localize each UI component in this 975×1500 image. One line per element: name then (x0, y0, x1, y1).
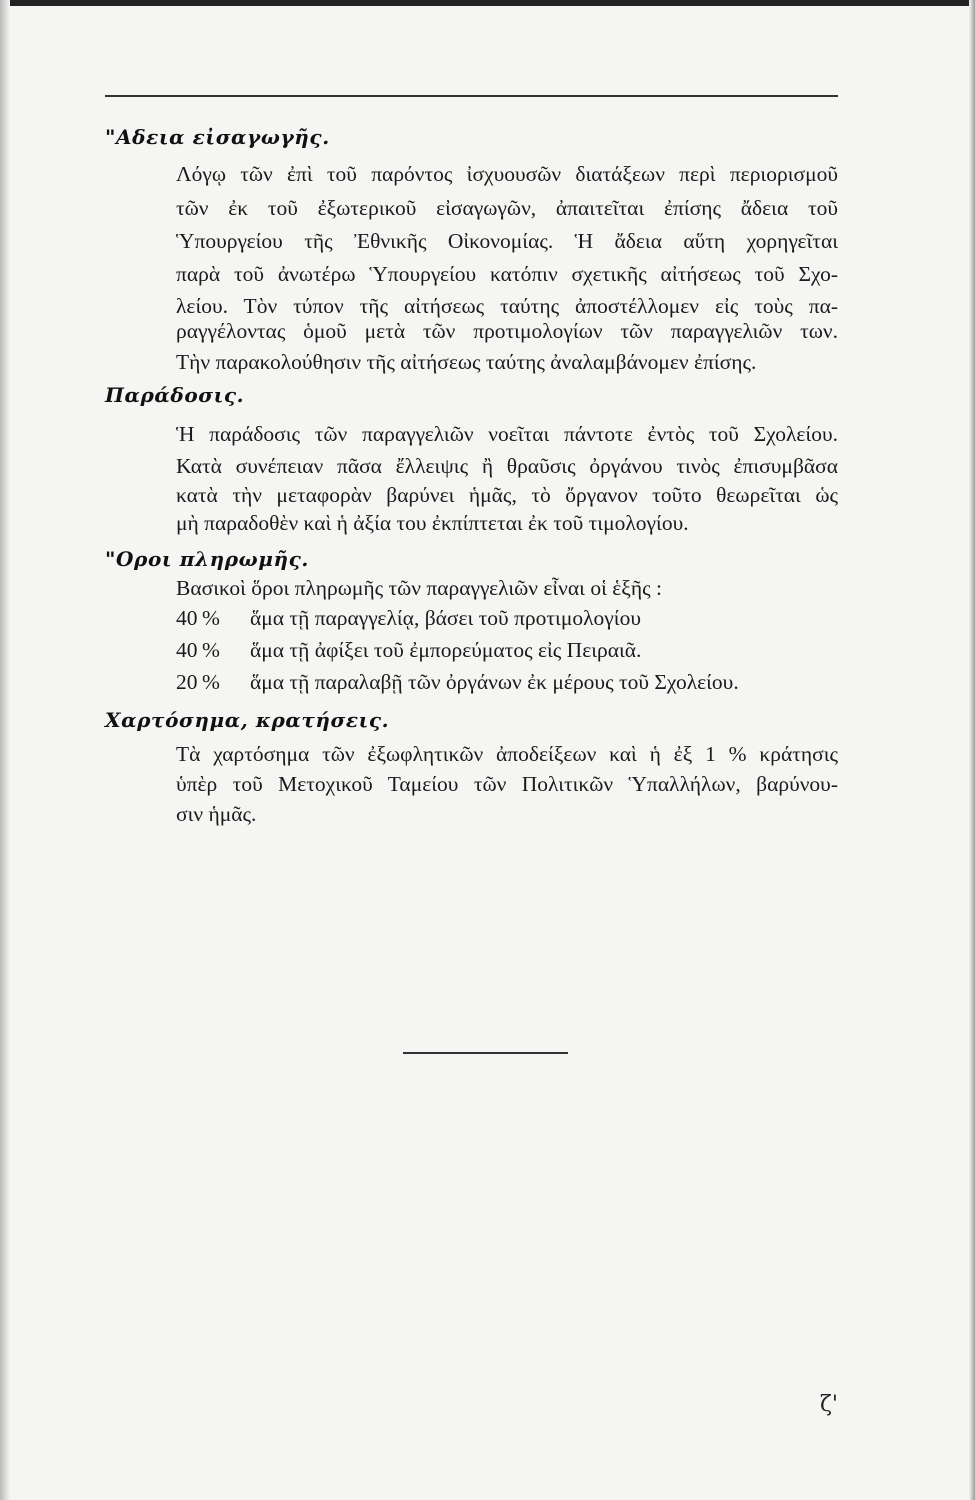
paragraph-line: Ἡ παράδοσις τῶν παραγγελιῶν νοεῖται πάντοτε ἐντὸς τοῦ Σχολείου. (176, 422, 838, 446)
paragraph-line: Τὰ χαρτόσημα τῶν ἐξωφλητικῶν ἀποδείξεων καὶ ἡ ἐξ 1 % κράτησις (176, 742, 838, 766)
section-heading-payment-terms: "Ορoι πληρωμῆς. (105, 547, 309, 571)
paragraph-line: Τὴν παρακολούθησιν τῆς αἰτήσεως ταύτης ἀναλαμβάνομεν ἐπίσης. (176, 350, 757, 374)
payment-term-row (176, 606, 641, 631)
paragraph-line: Κατὰ συνέπειαν πᾶσα ἔλλειψις ἢ θραῦσις ὀργάνου τινὸς ἐπισυμβᾶσα (176, 454, 838, 478)
section-heading-stamp-duty: Χαρτόσημα, κρατήσεις. (105, 708, 390, 732)
payment-term-percent: 20 (176, 670, 198, 694)
paragraph-line: τῶν ἐκ τοῦ ἐξωτερικοῦ εἰσαγωγῶν, ἀπαιτεῖται ἐπίσης ἄδεια τοῦ (176, 196, 838, 220)
section-heading-import-license: "Αδεια εἰσαγωγῆς. (105, 125, 330, 149)
page-number: ζ' (820, 1392, 838, 1417)
paragraph-line: παρὰ τοῦ ἀνωτέρω Ὑπουργείου κατόπιν σχετικῆς αἰτήσεως τοῦ Σχο- (176, 262, 838, 286)
paragraph-line: Λόγῳ τῶν ἐπὶ τοῦ παρόντος ἰσχυουσῶν διατάξεων περὶ περιορισμοῦ (176, 162, 838, 186)
payment-term-text: ἅμα τῇ παραγγελίᾳ, βάσει τοῦ προτιμολογίου (250, 606, 641, 630)
paragraph-line: ὑπὲρ τοῦ Μετοχικοῦ Ταμείου τῶν Πολιτικῶν Ὑπαλλήλων, βαρύνου- (176, 772, 838, 796)
payment-term-percent: 40 (176, 638, 198, 662)
top-rule (105, 95, 838, 97)
scan-right-edge (969, 0, 975, 1500)
percent-sign: % (202, 638, 220, 662)
paragraph-line: μὴ παραδοθὲν καὶ ἡ ἀξία του ἐκπίπτεται ἐκ τοῦ τιμολογίου. (176, 511, 689, 535)
payment-terms-intro: Βασικοὶ ὅροι πληρωμῆς τῶν παραγγελιῶν εἶναι οἱ ἑξῆς : (176, 576, 662, 600)
paragraph-line: ραγγέλοντας ὁμοῦ μετὰ τῶν προτιμολογίων τῶν παραγγελιῶν των. (176, 319, 838, 343)
paragraph-line: λείου. Τὸν τύπον τῆς αἰτήσεως ταύτης ἀποστέλλομεν εἰς τοὺς πα- (176, 294, 838, 318)
paragraph-line: σιν ἡμᾶς. (176, 802, 257, 826)
payment-term-percent: 40 (176, 606, 198, 630)
payment-term-row (176, 670, 739, 695)
paragraph-line: κατὰ τὴν μεταφορὰν βαρύνει ἡμᾶς, τὸ ὄργανον τοῦτο θεωρεῖται ὡς (176, 483, 838, 507)
section-heading-delivery: Παράδοσις. (105, 383, 245, 407)
payment-term-text: ἅμα τῇ ἀφίξει τοῦ ἐμπορεύματος εἰς Πειραιᾶ. (250, 638, 642, 662)
percent-sign: % (202, 670, 220, 694)
scan-top-edge (0, 0, 975, 6)
payment-term-row (176, 638, 641, 663)
bottom-rule (403, 1052, 568, 1054)
scan-left-edge (0, 0, 10, 1500)
paragraph-line: Ὑπουργείου τῆς Ἐθνικῆς Οἰκονομίας. Ἡ ἄδεια αὕτη χορηγεῖται (176, 229, 838, 253)
percent-sign: % (202, 606, 220, 630)
payment-term-text: ἅμα τῇ παραλαβῇ τῶν ὀργάνων ἐκ μέρους τοῦ Σχολείου. (250, 670, 739, 694)
